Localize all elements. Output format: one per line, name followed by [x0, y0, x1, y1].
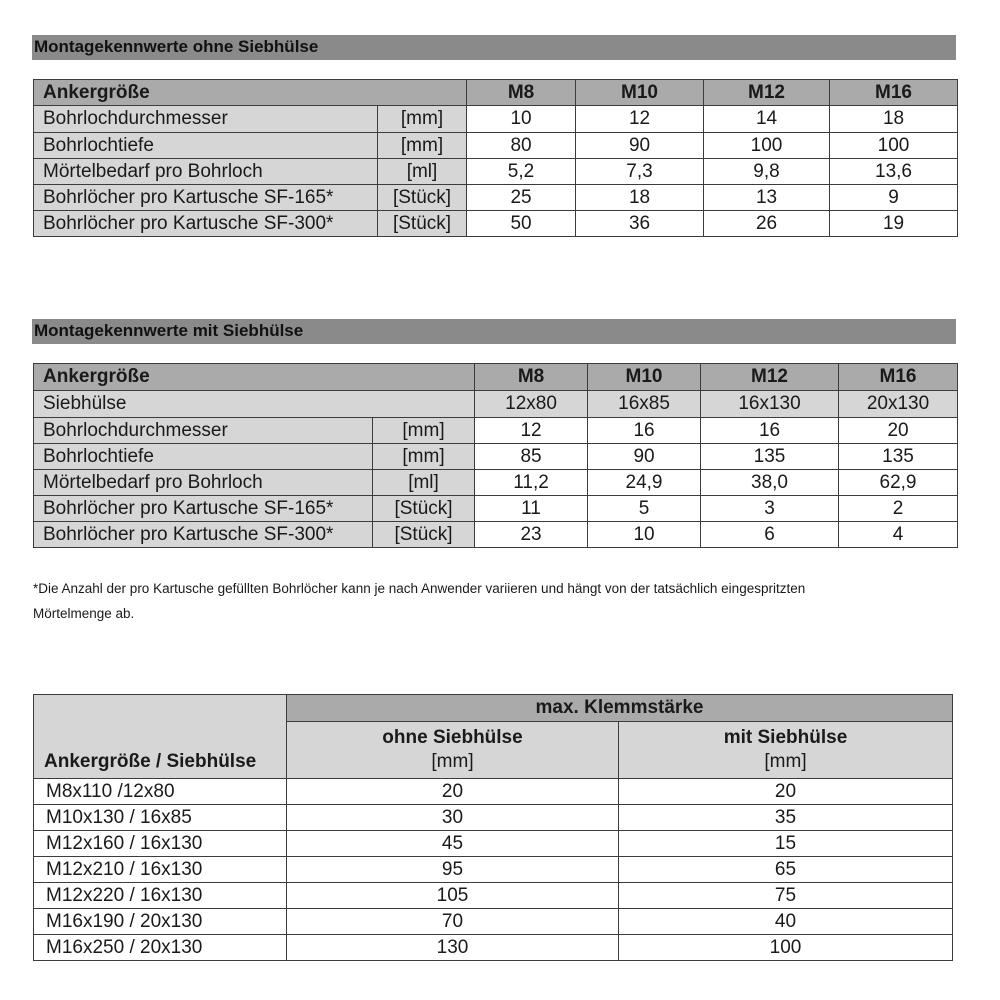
- header-title: mit Siebhülse: [723, 727, 848, 748]
- cell-value: 20: [619, 779, 953, 805]
- cell-value: 75: [619, 883, 953, 909]
- table-mit-siebhuelse: [33, 363, 958, 548]
- cell-value: 16x130: [701, 391, 839, 418]
- row-label: M12x220 / 16x130: [34, 883, 287, 909]
- row-unit: [Stück]: [378, 185, 467, 211]
- row-label: Bohrlöcher pro Kartusche SF-300*: [34, 211, 378, 237]
- cell-value: 36: [576, 211, 704, 237]
- cell-value: 105: [287, 883, 619, 909]
- table-row: [34, 211, 958, 237]
- cell-value: 135: [701, 444, 839, 470]
- cell-value: 70: [287, 909, 619, 935]
- header-m16: M16: [839, 364, 958, 391]
- row-label: Bohrlochdurchmesser: [34, 418, 373, 444]
- cell-value: 20x130: [839, 391, 958, 418]
- cell-value: 13,6: [830, 159, 958, 185]
- row-label: Siebhülse: [34, 391, 475, 418]
- table-row: [34, 470, 958, 496]
- siebhuelse-row: [34, 391, 958, 418]
- cell-value: 12: [576, 106, 704, 133]
- cell-value: 95: [287, 857, 619, 883]
- cell-value: 6: [701, 522, 839, 548]
- table-row: [34, 935, 953, 961]
- cell-value: 12x80: [475, 391, 588, 418]
- table-max-klemmstaerke: [33, 694, 953, 961]
- table-header-row: [34, 695, 953, 722]
- cell-value: 100: [830, 133, 958, 159]
- cell-value: 25: [467, 185, 576, 211]
- cell-value: 12: [475, 418, 588, 444]
- table-row: [34, 185, 958, 211]
- cell-value: 50: [467, 211, 576, 237]
- row-label: M12x210 / 16x130: [34, 857, 287, 883]
- cell-value: 65: [619, 857, 953, 883]
- cell-value: 5,2: [467, 159, 576, 185]
- footnote-line: Mörtelmenge ab.: [33, 606, 135, 621]
- cell-value: 18: [576, 185, 704, 211]
- cell-value: 26: [704, 211, 830, 237]
- header-m12: M12: [704, 80, 830, 106]
- cell-value: 13: [704, 185, 830, 211]
- row-unit: [mm]: [373, 444, 475, 470]
- table-row: [34, 909, 953, 935]
- row-unit: [mm]: [378, 106, 467, 133]
- header-ankergroesse-siebhuelse: Ankergröße / Siebhülse: [34, 695, 287, 779]
- header-m8: M8: [475, 364, 588, 391]
- row-label: Bohrlochtiefe: [34, 444, 373, 470]
- cell-value: 16x85: [588, 391, 701, 418]
- row-label: Bohrlochtiefe: [34, 133, 378, 159]
- header-m8: M8: [467, 80, 576, 106]
- row-label: Mörtelbedarf pro Bohrloch: [34, 470, 373, 496]
- cell-value: 9: [830, 185, 958, 211]
- header-m10: M10: [576, 80, 704, 106]
- cell-value: 20: [839, 418, 958, 444]
- row-unit: [mm]: [373, 418, 475, 444]
- cell-value: 20: [287, 779, 619, 805]
- cell-value: 2: [839, 496, 958, 522]
- cell-value: 40: [619, 909, 953, 935]
- row-label: Bohrlöcher pro Kartusche SF-300*: [34, 522, 373, 548]
- cell-value: 19: [830, 211, 958, 237]
- row-unit: [ml]: [373, 470, 475, 496]
- cell-value: 10: [467, 106, 576, 133]
- header-m10: M10: [588, 364, 701, 391]
- cell-value: 3: [701, 496, 839, 522]
- table-row: [34, 779, 953, 805]
- row-unit: [Stück]: [373, 496, 475, 522]
- cell-value: 16: [701, 418, 839, 444]
- table-row: [34, 106, 958, 133]
- header-unit: [mm]: [431, 751, 474, 772]
- cell-value: 7,3: [576, 159, 704, 185]
- table-row: [34, 496, 958, 522]
- cell-value: 130: [287, 935, 619, 961]
- footnote: [33, 576, 933, 626]
- cell-value: 85: [475, 444, 588, 470]
- header-title: ohne Siebhülse: [382, 727, 523, 748]
- table-row: [34, 883, 953, 909]
- cell-value: 11,2: [475, 470, 588, 496]
- table-row: [34, 133, 958, 159]
- table-row: [34, 159, 958, 185]
- header-ohne-siebhuelse: [287, 722, 619, 779]
- header-m16: M16: [830, 80, 958, 106]
- table-header-row: [34, 364, 958, 391]
- footnote-line: *Die Anzahl der pro Kartusche gefüllten Bohrlöcher kann je nach Anwender variieren und hängt von der tatsächlich eingespritzten: [33, 581, 806, 596]
- row-unit: [Stück]: [378, 211, 467, 237]
- cell-value: 11: [475, 496, 588, 522]
- row-unit: [mm]: [378, 133, 467, 159]
- row-label: M16x250 / 20x130: [34, 935, 287, 961]
- cell-value: 9,8: [704, 159, 830, 185]
- row-label: M12x160 / 16x130: [34, 831, 287, 857]
- section-title-ohne-siebhuelse: Montagekennwerte ohne Siebhülse: [32, 35, 956, 60]
- header-unit: [mm]: [764, 751, 807, 772]
- cell-value: 62,9: [839, 470, 958, 496]
- cell-value: 90: [588, 444, 701, 470]
- header-m12: M12: [701, 364, 839, 391]
- row-label: Mörtelbedarf pro Bohrloch: [34, 159, 378, 185]
- row-label: M16x190 / 20x130: [34, 909, 287, 935]
- cell-value: 135: [839, 444, 958, 470]
- table-ohne-siebhuelse: [33, 79, 958, 237]
- header-max-klemmstaerke: max. Klemmstärke: [287, 695, 953, 722]
- table-row: [34, 831, 953, 857]
- cell-value: 90: [576, 133, 704, 159]
- cell-value: 24,9: [588, 470, 701, 496]
- cell-value: 5: [588, 496, 701, 522]
- row-label: Bohrlöcher pro Kartusche SF-165*: [34, 496, 373, 522]
- cell-value: 18: [830, 106, 958, 133]
- cell-value: 38,0: [701, 470, 839, 496]
- header-ankergroesse: Ankergröße: [34, 80, 467, 106]
- table-row: [34, 857, 953, 883]
- row-unit: [Stück]: [373, 522, 475, 548]
- cell-value: 100: [619, 935, 953, 961]
- cell-value: 100: [704, 133, 830, 159]
- cell-value: 15: [619, 831, 953, 857]
- header-mit-siebhuelse: [619, 722, 953, 779]
- cell-value: 80: [467, 133, 576, 159]
- table-row: [34, 522, 958, 548]
- row-unit: [ml]: [378, 159, 467, 185]
- cell-value: 16: [588, 418, 701, 444]
- table-row: [34, 418, 958, 444]
- table-header-row: [34, 80, 958, 106]
- cell-value: 45: [287, 831, 619, 857]
- cell-value: 14: [704, 106, 830, 133]
- row-label: M8x110 /12x80: [34, 779, 287, 805]
- cell-value: 4: [839, 522, 958, 548]
- table-row: [34, 444, 958, 470]
- row-label: Bohrlochdurchmesser: [34, 106, 378, 133]
- section-title-mit-siebhuelse: Montagekennwerte mit Siebhülse: [32, 319, 956, 344]
- cell-value: 30: [287, 805, 619, 831]
- cell-value: 23: [475, 522, 588, 548]
- row-label: M10x130 / 16x85: [34, 805, 287, 831]
- cell-value: 35: [619, 805, 953, 831]
- row-label: Bohrlöcher pro Kartusche SF-165*: [34, 185, 378, 211]
- cell-value: 10: [588, 522, 701, 548]
- header-ankergroesse: Ankergröße: [34, 364, 475, 391]
- table-row: [34, 805, 953, 831]
